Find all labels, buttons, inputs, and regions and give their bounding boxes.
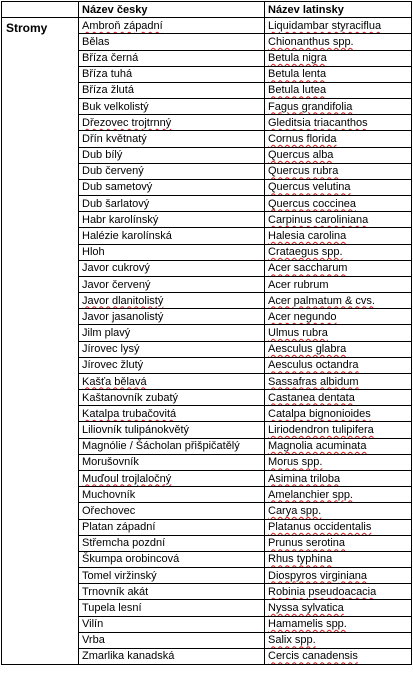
latin-name-cell xyxy=(265,600,412,616)
latin-name-text: Carpinus caroliniana xyxy=(268,213,369,226)
latin-name-cell xyxy=(265,196,412,212)
czech-name-cell xyxy=(79,373,265,389)
latin-name-text: Salix spp. xyxy=(268,634,316,647)
czech-name-text: Halézie karolínská xyxy=(82,229,172,242)
latin-name-cell xyxy=(265,616,412,632)
latin-name-text: Carya spp. xyxy=(268,504,322,517)
latin-name-text: Acer negundo xyxy=(268,310,337,323)
czech-name-text: Javor červený xyxy=(82,278,151,291)
latin-name-cell xyxy=(265,406,412,422)
latin-name-cell xyxy=(265,503,412,519)
czech-name-cell xyxy=(79,228,265,244)
czech-name-cell xyxy=(79,503,265,519)
czech-name-cell xyxy=(79,584,265,600)
czech-name-cell xyxy=(79,325,265,341)
latin-name-cell xyxy=(265,325,412,341)
latin-name-cell xyxy=(265,584,412,600)
czech-name-cell xyxy=(79,115,265,131)
czech-name-cell xyxy=(79,147,265,163)
latin-name-text: Aesculus glabra xyxy=(268,343,347,356)
czech-name-text: Morušovník xyxy=(82,456,139,469)
czech-name-text: Vrba xyxy=(82,634,105,647)
latin-name-text: Diospyros virginiana xyxy=(268,569,368,582)
latin-name-text: Platanus occidentalis xyxy=(268,521,372,534)
latin-name-text: Betula lenta xyxy=(268,68,327,81)
latin-name-cell xyxy=(265,438,412,454)
latin-name-cell xyxy=(265,535,412,551)
latin-name-text: Betula lutea xyxy=(268,84,327,97)
czech-name-text: Jírovec lysý xyxy=(82,343,140,356)
czech-name-text: Javor dlanitolistý xyxy=(82,294,164,307)
czech-name-cell xyxy=(79,293,265,309)
latin-name-text: Castanea dentata xyxy=(268,391,355,404)
latin-name-text: Quercus rubra xyxy=(268,165,339,178)
latin-name-text: Acer rubrum xyxy=(268,278,329,291)
czech-name-cell xyxy=(79,244,265,260)
czech-name-cell xyxy=(79,535,265,551)
czech-name-text: Dub červený xyxy=(82,165,144,178)
czech-name-text: Jilm plavý xyxy=(82,327,131,340)
czech-name-cell xyxy=(79,131,265,147)
latin-name-text: Liquidambar styraciflua xyxy=(268,19,382,32)
czech-name-text: Trnovník akát xyxy=(82,585,149,598)
czech-name-cell xyxy=(79,163,265,179)
czech-name-text: Liliovník tulipánokvětý xyxy=(82,424,190,437)
latin-name-text: Amelanchier spp. xyxy=(268,488,353,501)
czech-name-text: Magnólie / Šácholan přišpičatělý xyxy=(82,440,240,453)
czech-name-cell xyxy=(79,260,265,276)
species-table xyxy=(1,1,412,665)
czech-name-cell xyxy=(79,519,265,535)
czech-name-text: Ořechovec xyxy=(82,504,136,517)
latin-name-cell xyxy=(265,115,412,131)
czech-name-text: Platan západní xyxy=(82,521,156,534)
table-row xyxy=(2,18,412,34)
latin-name-text: Acer saccharum xyxy=(268,262,348,275)
header-czech-name: Název česky xyxy=(79,2,265,18)
czech-name-cell xyxy=(79,276,265,292)
czech-name-text: Buk velkolistý xyxy=(82,100,149,113)
latin-name-text: Gleditsia triacanthos xyxy=(268,116,368,129)
czech-name-text: Bříza tuhá xyxy=(82,68,133,81)
latin-name-text: Rhus typhina xyxy=(268,553,333,566)
czech-name-text: Bříza černá xyxy=(82,52,139,65)
latin-name-cell xyxy=(265,487,412,503)
latin-name-text: Quercus velutina xyxy=(268,181,351,194)
latin-name-cell xyxy=(265,373,412,389)
latin-name-text: Crataegus spp. xyxy=(268,246,343,259)
czech-name-text: Hloh xyxy=(82,246,105,259)
latin-name-cell xyxy=(265,568,412,584)
latin-name-text: Quercus coccinea xyxy=(268,197,357,210)
czech-name-cell xyxy=(79,196,265,212)
czech-name-text: Dřezovec trojtrnný xyxy=(82,116,172,129)
latin-name-text: Cercis canadensis xyxy=(268,650,358,663)
czech-name-text: Dub šarlatový xyxy=(82,197,150,210)
latin-name-text: Morus spp. xyxy=(268,456,323,469)
czech-name-text: Dub sametový xyxy=(82,181,153,194)
header-row xyxy=(2,2,412,18)
latin-name-text: Hamamelis spp. xyxy=(268,618,347,631)
czech-name-cell xyxy=(79,66,265,82)
latin-name-cell xyxy=(265,163,412,179)
category-label: Stromy xyxy=(2,18,79,665)
latin-name-cell xyxy=(265,212,412,228)
czech-name-cell xyxy=(79,616,265,632)
latin-name-cell xyxy=(265,131,412,147)
czech-name-cell xyxy=(79,568,265,584)
czech-name-text: Habr karolínský xyxy=(82,213,159,226)
latin-name-cell xyxy=(265,179,412,195)
czech-name-cell xyxy=(79,309,265,325)
header-corner-cell xyxy=(2,2,79,18)
czech-name-text: Střemcha pozdní xyxy=(82,537,166,550)
latin-name-cell xyxy=(265,390,412,406)
czech-name-cell xyxy=(79,50,265,66)
czech-name-cell xyxy=(79,422,265,438)
latin-name-cell xyxy=(265,82,412,98)
czech-name-text: Kašťa bělavá xyxy=(82,375,147,388)
latin-name-cell xyxy=(265,276,412,292)
czech-name-text: Bělas xyxy=(82,35,110,48)
czech-name-cell xyxy=(79,212,265,228)
latin-name-text: Halesia carolina xyxy=(268,229,347,242)
czech-name-cell xyxy=(79,357,265,373)
latin-name-text: Liriodendron tulipifera xyxy=(268,424,374,437)
czech-name-cell xyxy=(79,487,265,503)
czech-name-cell xyxy=(79,470,265,486)
czech-name-cell xyxy=(79,648,265,664)
latin-name-text: Magnolia acuminata xyxy=(268,440,367,453)
latin-name-cell xyxy=(265,357,412,373)
latin-name-cell xyxy=(265,260,412,276)
latin-name-cell xyxy=(265,228,412,244)
czech-name-cell xyxy=(79,179,265,195)
czech-name-cell xyxy=(79,632,265,648)
latin-name-cell xyxy=(265,244,412,260)
latin-name-text: Sassafras albidum xyxy=(268,375,359,388)
czech-name-cell xyxy=(79,99,265,115)
czech-name-text: Dub bílý xyxy=(82,149,123,162)
czech-name-text: Javor cukrový xyxy=(82,262,150,275)
czech-name-text: Bříza žlutá xyxy=(82,84,134,97)
latin-name-cell xyxy=(265,422,412,438)
czech-name-cell xyxy=(79,438,265,454)
czech-name-text: Škumpa orobincová xyxy=(82,553,180,566)
latin-name-cell xyxy=(265,147,412,163)
czech-name-text: Jírovec žlutý xyxy=(82,359,144,372)
czech-name-text: Dřín květnatý xyxy=(82,132,147,145)
czech-name-text: Tomel viržinský xyxy=(82,569,157,582)
latin-name-cell xyxy=(265,309,412,325)
latin-name-cell xyxy=(265,50,412,66)
czech-name-cell xyxy=(79,34,265,50)
czech-name-text: Katalpa trubačovitá xyxy=(82,407,177,420)
czech-name-cell xyxy=(79,551,265,567)
czech-name-cell xyxy=(79,341,265,357)
species-table-container xyxy=(1,1,411,688)
czech-name-text: Javor jasanolistý xyxy=(82,310,164,323)
latin-name-text: Betula nigra xyxy=(268,52,327,65)
czech-name-cell xyxy=(79,18,265,34)
czech-name-cell xyxy=(79,406,265,422)
latin-name-cell xyxy=(265,519,412,535)
latin-name-cell xyxy=(265,34,412,50)
latin-name-text: Robinia pseudoacacia xyxy=(268,585,377,598)
czech-name-cell xyxy=(79,454,265,470)
latin-name-text: Asimina triloba xyxy=(268,472,341,485)
latin-name-cell xyxy=(265,99,412,115)
czech-name-cell xyxy=(79,82,265,98)
latin-name-text: Nyssa sylvatica xyxy=(268,601,344,614)
latin-name-cell xyxy=(265,454,412,470)
czech-name-text: Kaštanovník zubatý xyxy=(82,391,179,404)
czech-name-text: Ambroň západní xyxy=(82,19,163,32)
latin-name-text: Fagus grandifolia xyxy=(268,100,353,113)
latin-name-cell xyxy=(265,632,412,648)
latin-name-cell xyxy=(265,341,412,357)
czech-name-text: Zmarlika kanadská xyxy=(82,650,175,663)
latin-name-text: Prunus serotina xyxy=(268,537,346,550)
latin-name-cell xyxy=(265,293,412,309)
latin-name-text: Quercus alba xyxy=(268,149,334,162)
czech-name-text: Muchovník xyxy=(82,488,136,501)
latin-name-cell xyxy=(265,66,412,82)
latin-name-text: Cornus florida xyxy=(268,132,337,145)
header-latin-name: Název latinsky xyxy=(265,2,412,18)
czech-name-text: Tupela lesní xyxy=(82,601,142,614)
czech-name-text: Vilín xyxy=(82,618,104,631)
latin-name-cell xyxy=(265,648,412,664)
latin-name-text: Chionanthus spp. xyxy=(268,35,354,48)
latin-name-cell xyxy=(265,18,412,34)
czech-name-cell xyxy=(79,390,265,406)
latin-name-text: Aesculus octandra xyxy=(268,359,359,372)
czech-name-cell xyxy=(79,600,265,616)
latin-name-cell xyxy=(265,551,412,567)
latin-name-text: Ulmus rubra xyxy=(268,327,328,340)
latin-name-text: Catalpa bignonioides xyxy=(268,407,371,420)
latin-name-text: Acer palmatum & cvs. xyxy=(268,294,375,307)
czech-name-text: Muďoul trojlaločný xyxy=(82,472,172,485)
latin-name-cell xyxy=(265,470,412,486)
